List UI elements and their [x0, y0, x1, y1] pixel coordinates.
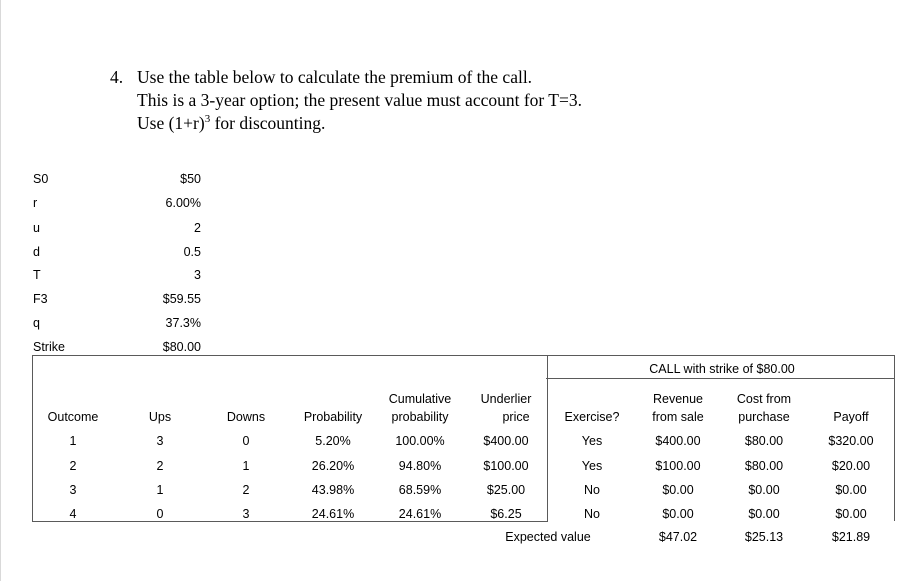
header-ups: Ups — [148, 410, 172, 424]
table-row-3-exercise: No — [584, 483, 600, 497]
table-row-2-cumulative: 94.80% — [398, 459, 442, 473]
call-title: CALL with strike of $80.00 — [649, 362, 795, 376]
table-row-3-probability: 43.98% — [311, 483, 355, 497]
param-label-t: T — [33, 268, 41, 282]
header-cost-2: purchase — [738, 410, 790, 424]
question-line-3-suffix: for discounting. — [210, 113, 326, 133]
param-value-r: 6.00% — [165, 196, 201, 210]
table-row-1-exercise: Yes — [581, 434, 603, 448]
table-row-2-downs: 1 — [242, 459, 250, 473]
header-cumulative-2: probability — [391, 410, 449, 424]
expected-value-label: Expected value — [505, 530, 591, 544]
table-row-2-probability: 26.20% — [311, 459, 355, 473]
table-row-2-cost: $80.00 — [744, 459, 784, 473]
table-row-1-cumulative: 100.00% — [395, 434, 445, 448]
table-row-2-exercise: Yes — [581, 459, 603, 473]
table-row-1-revenue: $400.00 — [655, 434, 701, 448]
table-row-3-cumulative: 68.59% — [398, 483, 442, 497]
expected-cost: $25.13 — [744, 530, 784, 544]
header-outcome: Outcome — [47, 410, 99, 424]
question-line-3 — [137, 112, 325, 135]
table-row-1-ups: 3 — [156, 434, 164, 448]
param-value-t: 3 — [194, 268, 201, 282]
page-left-edge — [0, 0, 1, 581]
param-label-s0: S0 — [33, 172, 49, 186]
table-row-3-downs: 2 — [242, 483, 250, 497]
header-underlier-1: Underlier — [480, 392, 532, 406]
table-row-4-downs: 3 — [242, 507, 250, 521]
call-title-divider — [546, 378, 894, 379]
table-row-4-cumulative: 24.61% — [398, 507, 442, 521]
param-label-u: u — [33, 221, 40, 235]
param-value-d: 0.5 — [183, 245, 201, 259]
question-line-3-exponent: 3 — [204, 113, 211, 126]
header-cumulative-1: Cumulative — [388, 392, 452, 406]
table-row-1-probability: 5.20% — [315, 434, 351, 448]
table-row-4-payoff: $0.00 — [835, 507, 867, 521]
param-label-strike: Strike — [33, 340, 65, 354]
table-row-2-payoff: $20.00 — [831, 459, 871, 473]
param-label-r: r — [33, 196, 38, 210]
table-row-3-cost: $0.00 — [748, 483, 780, 497]
table-row-3-ups: 1 — [156, 483, 164, 497]
table-row-1-price: $400.00 — [483, 434, 529, 448]
table-row-3-outcome: 3 — [69, 483, 77, 497]
question-line-3-prefix: Use (1+r) — [137, 113, 205, 133]
table-row-4-exercise: No — [584, 507, 600, 521]
header-cost-1: Cost from — [736, 392, 792, 406]
table-row-4-outcome: 4 — [69, 507, 77, 521]
param-value-u: 2 — [194, 221, 201, 235]
table-row-1-outcome: 1 — [69, 434, 77, 448]
table-row-4-ups: 0 — [156, 507, 164, 521]
header-underlier-2: price — [502, 410, 530, 424]
header-downs: Downs — [226, 410, 266, 424]
question-number: 4. — [110, 67, 124, 87]
expected-revenue: $47.02 — [658, 530, 698, 544]
param-value-strike: $80.00 — [162, 340, 201, 354]
table-outcomes-box — [32, 355, 548, 522]
question-line-1: Use the table below to calculate the premium of the call. — [137, 67, 533, 87]
table-row-4-probability: 24.61% — [311, 507, 355, 521]
question-line-2: This is a 3-year option; the present value must account for T=3. — [137, 90, 582, 110]
header-exercise: Exercise? — [564, 410, 620, 424]
table-row-1-payoff: $320.00 — [828, 434, 874, 448]
table-row-1-downs: 0 — [242, 434, 250, 448]
table-row-1-cost: $80.00 — [744, 434, 784, 448]
param-label-f3: F3 — [33, 292, 48, 306]
table-row-3-payoff: $0.00 — [835, 483, 867, 497]
header-probability: Probability — [303, 410, 363, 424]
header-revenue-2: from sale — [652, 410, 704, 424]
expected-payoff: $21.89 — [831, 530, 871, 544]
header-revenue-1: Revenue — [652, 392, 704, 406]
param-label-q: q — [33, 316, 40, 330]
header-payoff: Payoff — [833, 410, 869, 424]
table-row-4-cost: $0.00 — [748, 507, 780, 521]
table-row-4-price: $6.25 — [490, 507, 522, 521]
param-label-d: d — [33, 245, 40, 259]
param-value-f3: $59.55 — [162, 292, 201, 306]
table-row-3-revenue: $0.00 — [662, 483, 694, 497]
table-row-2-ups: 2 — [156, 459, 164, 473]
param-value-q: 37.3% — [165, 316, 201, 330]
param-value-s0: $50 — [180, 172, 201, 186]
table-row-2-outcome: 2 — [69, 459, 77, 473]
table-row-2-revenue: $100.00 — [655, 459, 701, 473]
table-row-3-price: $25.00 — [486, 483, 526, 497]
table-row-4-revenue: $0.00 — [662, 507, 694, 521]
table-row-2-price: $100.00 — [483, 459, 529, 473]
